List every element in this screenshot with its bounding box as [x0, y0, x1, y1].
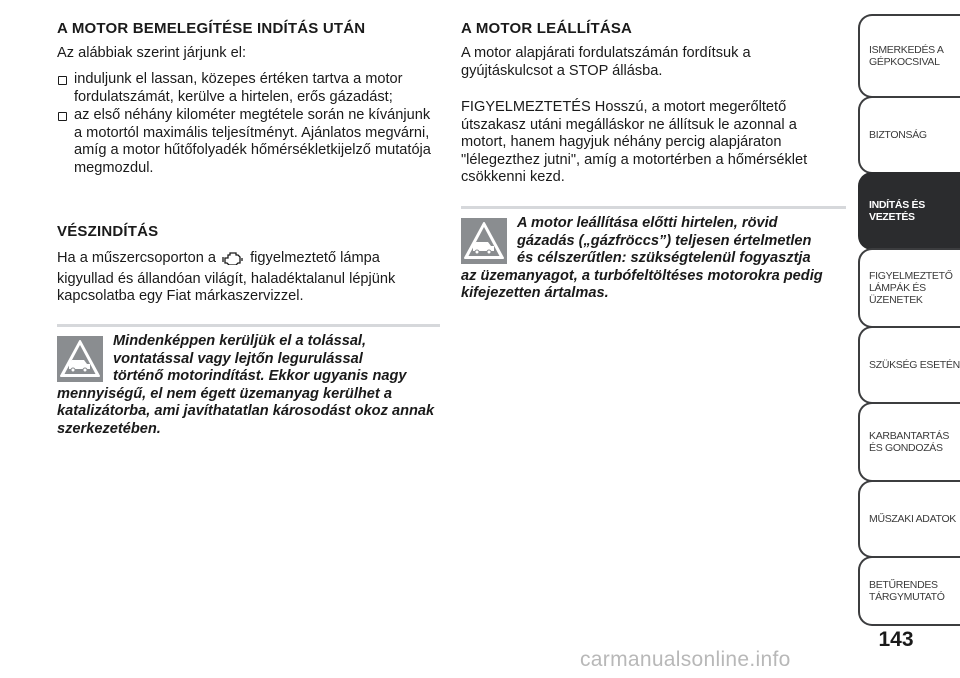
tab-index[interactable]: BETŰRENDES TÁRGYMUTATÓ [858, 556, 960, 626]
engine-stop-text: A motor alapjárati fordulatszámán fordítsuk a gyújtáskulcsot a STOP állásba. [461, 45, 751, 79]
tab-technical-data[interactable]: MŰSZAKI ADATOK [858, 480, 960, 558]
checkbox-bullet-icon [58, 112, 67, 121]
warmup-intro: Az alábbiak szerint járjunk el: [57, 45, 246, 61]
warning-text-throttle-blip: A motor leállítása előtti hirtelen, rövid gázadás („gázfröccs”) teljesen értelmetlen és célszerűtlen: szükségtelenül fogyasztja az üzemanyagot, a turbófeltöltéses motorokra pedig kifejezetten ártalmas. [461, 215, 823, 301]
tab-safety[interactable]: BIZTONSÁG [858, 96, 960, 174]
tab-maintenance[interactable]: KARBANTARTÁS ÉS GONDOZÁS [858, 402, 960, 482]
tab-emergency[interactable]: SZÜKSÉG ESETÉN [858, 326, 960, 404]
chapter-tabs [858, 0, 960, 678]
emergency-start-text: Ha a műszercsoporton a figyelmeztető lámpa kigyullad és állandóan világít, haladéktalanul lépjünk kapcsolatba egy Fiat márkaszervizzel. [57, 250, 396, 304]
tab-getting-to-know[interactable]: ISMERKEDÉS A GÉPKOCSIVAL [858, 14, 960, 98]
engine-stop-caution: FIGYELMEZTETÉS Hosszú, a motort megerőltető útszakasz utáni megálláskor ne állítsuk le azonnal a motort, hanem hagyjuk néhány percig alapjáraton "lélegezthez jutni", amíg a motortérben a hőmérséklet csökkenni kezd. [461, 99, 808, 185]
vehicle-warning-icon [461, 218, 507, 264]
list-item: az első néhány kilométer megtétele során ne kívánjunk a motortól maximális teljesítményt. Ajánlatos megvárni, amíg a motor hűtőfolyadék hőmérsékletkijelző mutatója megmozdul. [57, 107, 437, 177]
engine-warning-lamp-icon [222, 249, 244, 271]
list-item: induljunk el lassan, közepes értéken tartva a motor fordulatszámát, kerülve a hirtelen, erős gázadást; [57, 71, 437, 106]
section-heading-engine-stop: A MOTOR LEÁLLÍTÁSA [461, 20, 633, 37]
section-heading-emergency-start: VÉSZINDÍTÁS [57, 223, 159, 240]
warmup-bullet-list [57, 71, 437, 177]
tab-starting-driving[interactable]: INDÍTÁS ÉS VEZETÉS [858, 172, 960, 250]
warning-text-push-start: Mindenképpen kerüljük el a tolással, vontatással vagy lejtőn legurulással történő motorindítást. Ekkor ugyanis nagy mennyiségű, el nem égett üzemanyag kerülhet a katalizátorba, ami javíthatatlan károsodást okoz annak szerkezetében. [57, 333, 435, 437]
checkbox-bullet-icon [58, 76, 67, 85]
warning-box-push-start [57, 324, 440, 438]
watermark-text: carmanualsonline.info [580, 648, 791, 671]
warning-box-throttle-blip [461, 206, 846, 303]
tab-warning-lights[interactable]: FIGYELMEZTETŐ LÁMPÁK ÉS ÜZENETEK [858, 248, 960, 328]
section-heading-warmup: A MOTOR BEMELEGÍTÉSE INDÍTÁS UTÁN [57, 20, 366, 37]
page-number: 143 [878, 628, 914, 651]
vehicle-warning-icon [57, 336, 103, 382]
